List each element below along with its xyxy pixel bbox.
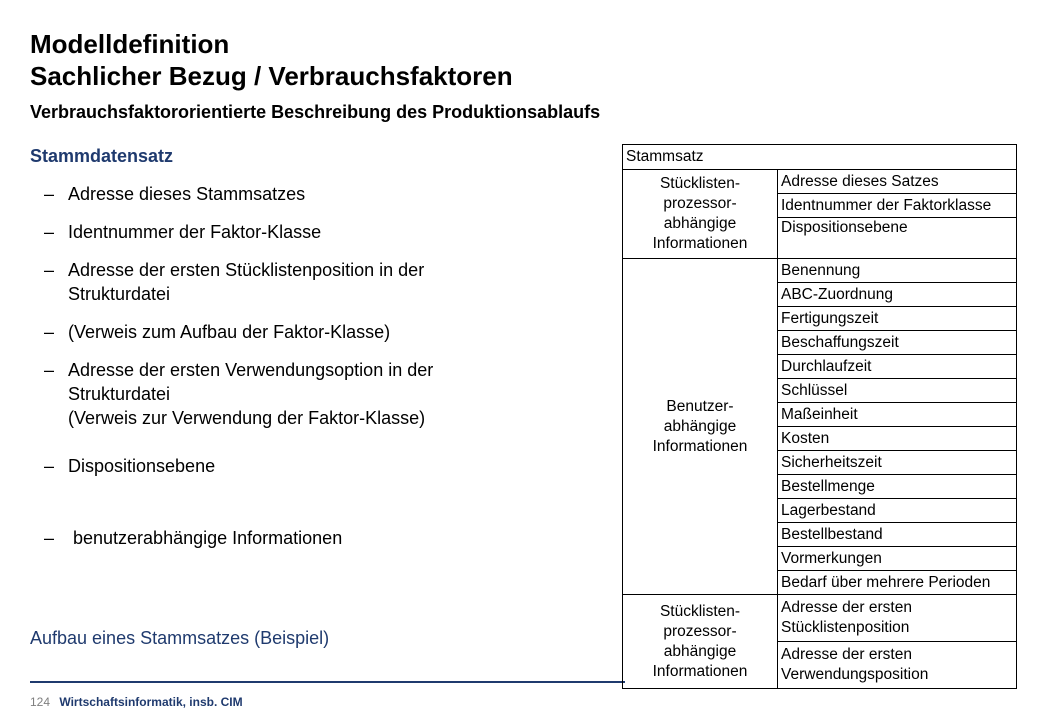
- slide-title: [30, 28, 513, 92]
- field-cell: Bedarf über mehrere Perioden: [778, 571, 1017, 595]
- table-row: [623, 259, 1017, 283]
- bullet-item: [44, 220, 321, 244]
- stammsatz-table: [622, 144, 1017, 689]
- bullet-text: (Verweis zum Aufbau der Faktor-Klasse): [68, 322, 391, 342]
- bullet-item: [44, 526, 342, 550]
- course-name: Wirtschaftsinformatik, insb. CIM: [59, 695, 243, 709]
- table-header-row: [623, 145, 1017, 170]
- field-cell: Vormerkungen: [778, 547, 1017, 571]
- table-header: Stammsatz: [623, 145, 1017, 170]
- field-cell: Adresse der ersten Stücklistenposition: [778, 595, 1017, 642]
- bullet-text: Adresse dieses Stammsatzes: [68, 184, 306, 204]
- field-cell: Kosten: [778, 427, 1017, 451]
- bullet-text: benutzerabhängige Informationen: [68, 528, 343, 548]
- field-cell: Adresse der ersten Verwendungsposition: [778, 642, 1017, 689]
- field-cell: Bestellbestand: [778, 523, 1017, 547]
- bullet-dash: –: [44, 360, 55, 380]
- title-line-2: Sachlicher Bezug / Verbrauchsfaktoren: [30, 61, 513, 91]
- field-cell: Bestellmenge: [778, 475, 1017, 499]
- bullet-dash: –: [44, 222, 55, 242]
- bullet-dash: –: [44, 528, 55, 548]
- figure-caption: Aufbau eines Stammsatzes (Beispiel): [30, 628, 330, 648]
- bullet-dash: –: [44, 322, 55, 342]
- field-cell: Dispositionsebene: [778, 218, 1017, 259]
- field-cell: Maßeinheit: [778, 403, 1017, 427]
- bullet-text: Identnummer der Faktor-Klasse: [68, 222, 322, 242]
- group-label: Benutzer- abhängige Informationen: [623, 259, 778, 595]
- field-cell: Lagerbestand: [778, 499, 1017, 523]
- field-cell: Sicherheitszeit: [778, 451, 1017, 475]
- bullet-dash: –: [44, 184, 55, 204]
- page-number: 124: [30, 695, 51, 709]
- field-cell: Benennung: [778, 259, 1017, 283]
- bullet-text: Dispositionsebene: [68, 456, 216, 476]
- bullet-item: [44, 320, 390, 344]
- bullet-dash: –: [44, 456, 55, 476]
- field-cell: ABC-Zuordnung: [778, 283, 1017, 307]
- bullet-text: Adresse der ersten Stücklistenposition in der Strukturdatei: [68, 260, 425, 304]
- bullet-item: [44, 182, 305, 206]
- field-cell: Schlüssel: [778, 379, 1017, 403]
- group-label: Stücklisten- prozessor- abhängige Informationen: [623, 595, 778, 689]
- footer-divider: [30, 681, 625, 683]
- bullet-dash: –: [44, 260, 55, 280]
- field-cell: Adresse dieses Satzes: [778, 170, 1017, 194]
- bullet-item: [44, 454, 215, 478]
- bullet-item: [44, 258, 424, 306]
- field-cell: Beschaffungszeit: [778, 331, 1017, 355]
- title-line-1: Modelldefinition: [30, 29, 230, 59]
- field-cell: Fertigungszeit: [778, 307, 1017, 331]
- bullet-text: Adresse der ersten Verwendungsoption in der Strukturdatei (Verweis zur Verwendung der Faktor-Klasse): [68, 360, 434, 428]
- slide-subtitle: Verbrauchsfaktororientierte Beschreibung des Produktionsablaufs: [30, 102, 601, 122]
- field-cell: Identnummer der Faktorklasse: [778, 194, 1017, 218]
- section-heading: Stammdatensatz: [30, 146, 174, 166]
- group-label: Stücklisten- prozessor- abhängige Informationen: [623, 170, 778, 259]
- field-cell: Durchlaufzeit: [778, 355, 1017, 379]
- table-row: [623, 170, 1017, 194]
- table-row: [623, 595, 1017, 642]
- bullet-item: [44, 358, 433, 430]
- footer: [30, 695, 243, 709]
